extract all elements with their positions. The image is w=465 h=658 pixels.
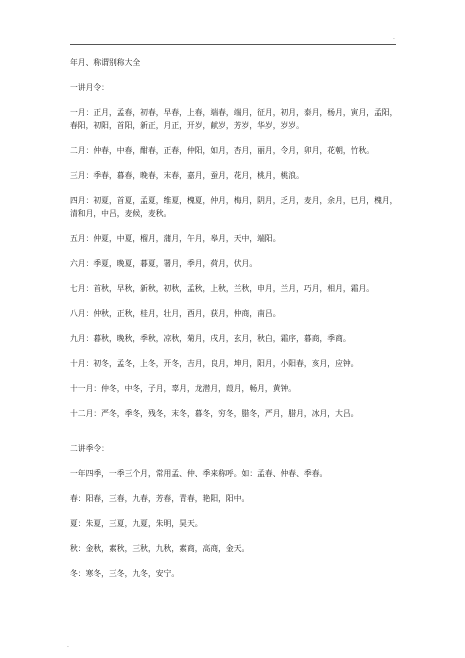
header-mark: . — [393, 34, 395, 41]
document-title: 年月、称谓别称大全 — [70, 58, 141, 67]
season-intro: 一年四季，一季三个月，常用孟、仲、季来称呼。如：孟春、仲春、季春。 — [70, 469, 328, 478]
month-11-entry: 十一月：仲冬，中冬，子月，辜月，龙潜月，葭月，畅月，黄钟。 — [70, 384, 297, 393]
section-1-heading: 一讲月令： — [70, 83, 109, 92]
header-rule — [70, 44, 396, 45]
month-6-entry: 六月：季夏，晚夏，暮夏，署月，季月，荷月，伏月。 — [70, 259, 258, 268]
footer-mark: . — [67, 642, 69, 649]
month-12-entry: 十二月：严冬，季冬，残冬，末冬，暮冬，穷冬，腊冬，严月，腊月，冰月，大吕。 — [70, 409, 359, 418]
season-spring-entry: 春：阳春，三春，九春，芳春，青春，艳阳，阳中。 — [70, 494, 250, 503]
month-5-entry: 五月：仲夏，中夏，榴月，蒲月，午月，皋月，天中，端阳。 — [70, 234, 281, 243]
month-3-entry: 三月：季春，暮春，晚春，末春，嘉月，蚕月，花月，桃月，桃浪。 — [70, 171, 304, 180]
season-summer-entry: 夏：朱夏，三夏，九夏，朱明，昊天。 — [70, 519, 203, 528]
month-10-entry: 十月：初冬，孟冬，上冬，开冬，吉月，良月，坤月，阳月，小阳春，亥月，应钟。 — [70, 359, 359, 368]
month-1-entry: 一月：正月，孟春，初春，早春，上春，端春，端月，征月，初月，泰月，杨月，寅月，孟阳，春阳，初阳，首阳，新正，月正，开岁，献岁，芳岁，华岁，岁岁。 — [70, 108, 398, 130]
section-2-heading: 二讲季令： — [70, 444, 109, 453]
document-body — [70, 56, 400, 592]
season-autumn-entry: 秋：金秋，素秋，三秋，九秋，素商，高商，金天。 — [70, 544, 250, 553]
month-8-entry: 八月：仲秋，正秋，桂月，壮月，酉月，获月，仲商，南吕。 — [70, 309, 281, 318]
month-9-entry: 九月：暮秋，晚秋，季秋，凉秋，菊月，戌月，玄月，秋白，霜序，暮商，季商。 — [70, 334, 351, 343]
season-winter-entry: 冬：寒冬，三冬，九冬，安宁。 — [70, 569, 180, 578]
month-7-entry: 七月：首秋，早秋，新秋，初秋，孟秋，上秋，兰秋，申月，兰月，巧月，相月，霜月。 — [70, 284, 375, 293]
month-2-entry: 二月：仲春，中春，酣春，正春，仲阳，如月，杏月，丽月，令月，卯月，花朝，竹秋。 — [70, 146, 375, 155]
month-4-entry: 四月：初夏，首夏，孟夏，维夏，槐夏，仲月，梅月，阴月，乏月，麦月，余月，巳月，槐月，清和月，中吕，麦候，麦秋。 — [70, 196, 398, 218]
